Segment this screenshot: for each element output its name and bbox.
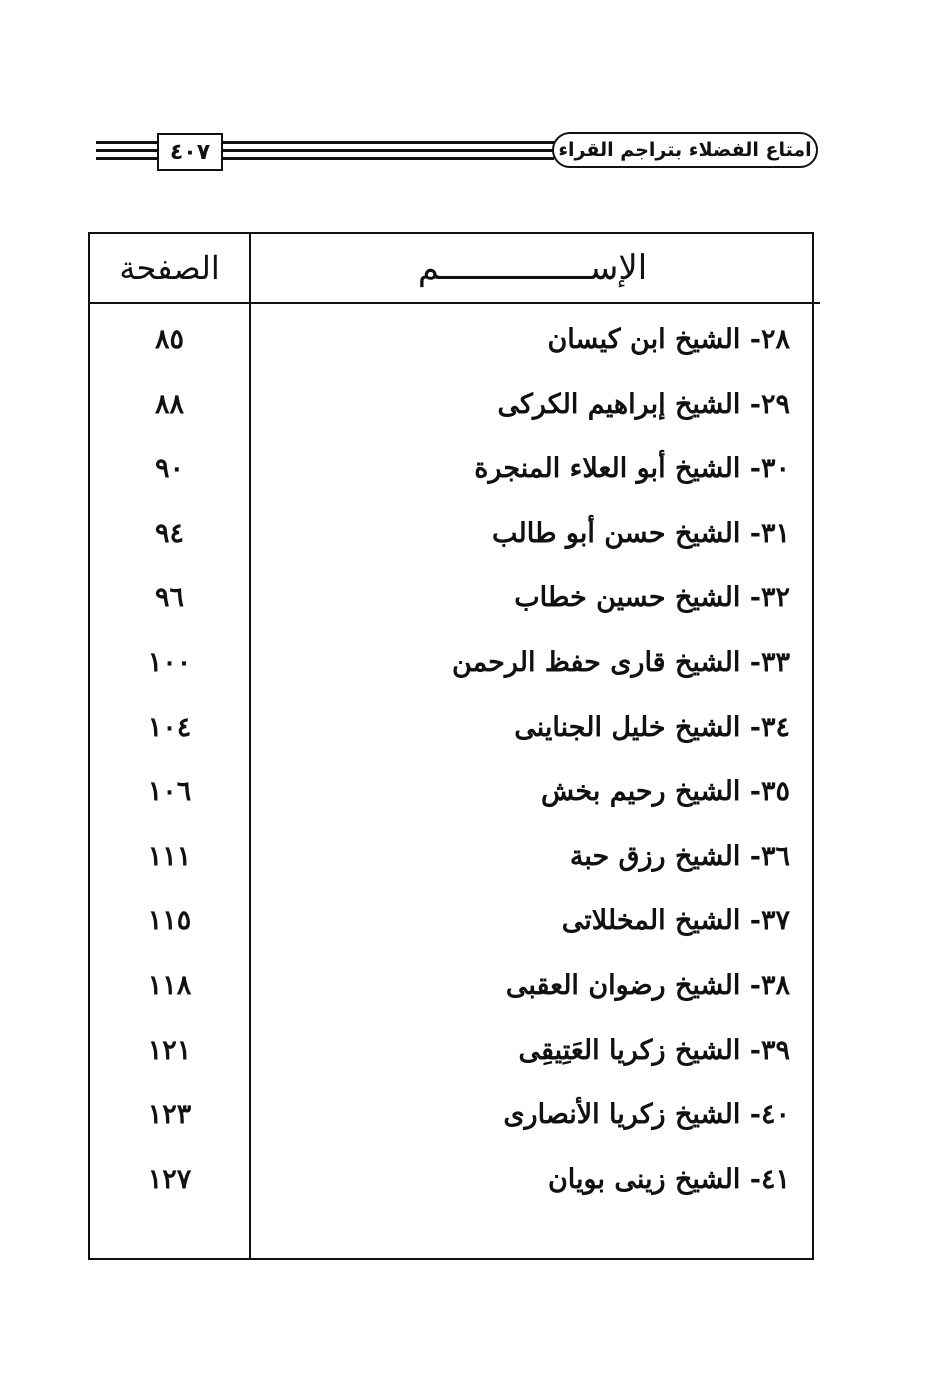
table-row	[90, 698, 812, 763]
contents-table	[88, 232, 814, 1260]
contents-rows	[90, 310, 812, 1214]
entry-name: ٢٨- الشيخ ابن كيسان	[547, 324, 790, 355]
entry-page: ٩٤	[154, 517, 184, 549]
entry-name: ٣٠- الشيخ أبو العلاء المنجرة	[474, 453, 790, 485]
entry-name: ٤٠- الشيخ زكريا الأنصارى	[503, 1099, 790, 1131]
entry-page: ١١٨	[147, 969, 192, 1001]
name-column-header: الإســـــــــــــــم	[417, 248, 648, 288]
entry-page: ١٢٣	[147, 1099, 192, 1131]
header-rule	[222, 141, 554, 144]
entry-name: ٤١- الشيخ زينى بويان	[547, 1163, 790, 1195]
table-row	[90, 762, 812, 827]
entry-name: ٣٢- الشيخ حسين خطاب	[514, 582, 790, 614]
entry-name: ٣٣- الشيخ قارى حفظ الرحمن	[452, 646, 790, 678]
entry-page: ١١١	[147, 840, 192, 872]
header-rule	[96, 157, 158, 160]
header-divider	[90, 302, 820, 304]
entry-page: ١٢٧	[147, 1163, 192, 1195]
entry-page: ١٢١	[147, 1034, 192, 1066]
entry-page: ١٠٦	[147, 776, 192, 808]
table-row	[90, 1021, 812, 1086]
table-row	[90, 504, 812, 569]
running-header	[0, 0, 945, 200]
table-row	[90, 439, 812, 504]
entry-name: ٣٧- الشيخ المخللاتى	[561, 905, 790, 937]
entry-page: ٨٥	[154, 324, 184, 355]
page-number: ٤٠٧	[169, 139, 211, 165]
table-row	[90, 1085, 812, 1150]
entry-name: ٣٥- الشيخ رحيم بخش	[540, 776, 790, 808]
page-number-box	[157, 133, 223, 171]
book-title: امتاع الفضلاء بتراجم القراء	[558, 139, 812, 161]
book-title-pill	[552, 132, 818, 168]
table-row	[90, 375, 812, 440]
entry-name: ٢٩- الشيخ إبراهيم الكركى	[497, 388, 790, 420]
table-row	[90, 310, 812, 375]
table-row	[90, 568, 812, 633]
table-row	[90, 827, 812, 892]
header-rule	[222, 157, 554, 160]
table-row	[90, 891, 812, 956]
entry-name: ٣١- الشيخ حسن أبو طالب	[492, 517, 790, 549]
table-row	[90, 633, 812, 698]
entry-name: ٣٨- الشيخ رضوان العقبى	[505, 969, 790, 1001]
entry-page: ٩٦	[154, 582, 184, 614]
entry-page: ٩٠	[154, 453, 184, 485]
table-row	[90, 1150, 812, 1215]
entry-page: ١١٥	[147, 905, 192, 937]
header-rule	[222, 149, 554, 152]
table-row	[90, 956, 812, 1021]
entry-page: ١٠٤	[147, 711, 192, 743]
page-column-header: الصفحة	[119, 249, 220, 287]
entry-name: ٣٤- الشيخ خليل الجناينى	[514, 711, 790, 743]
entry-name: ٣٦- الشيخ رزق حبة	[569, 840, 790, 872]
header-rule	[96, 141, 158, 144]
entry-page: ٨٨	[154, 388, 184, 420]
entry-name: ٣٩- الشيخ زكريا العَتِيقِى	[518, 1034, 790, 1066]
header-rule	[96, 149, 158, 152]
entry-page: ١٠٠	[147, 646, 192, 678]
